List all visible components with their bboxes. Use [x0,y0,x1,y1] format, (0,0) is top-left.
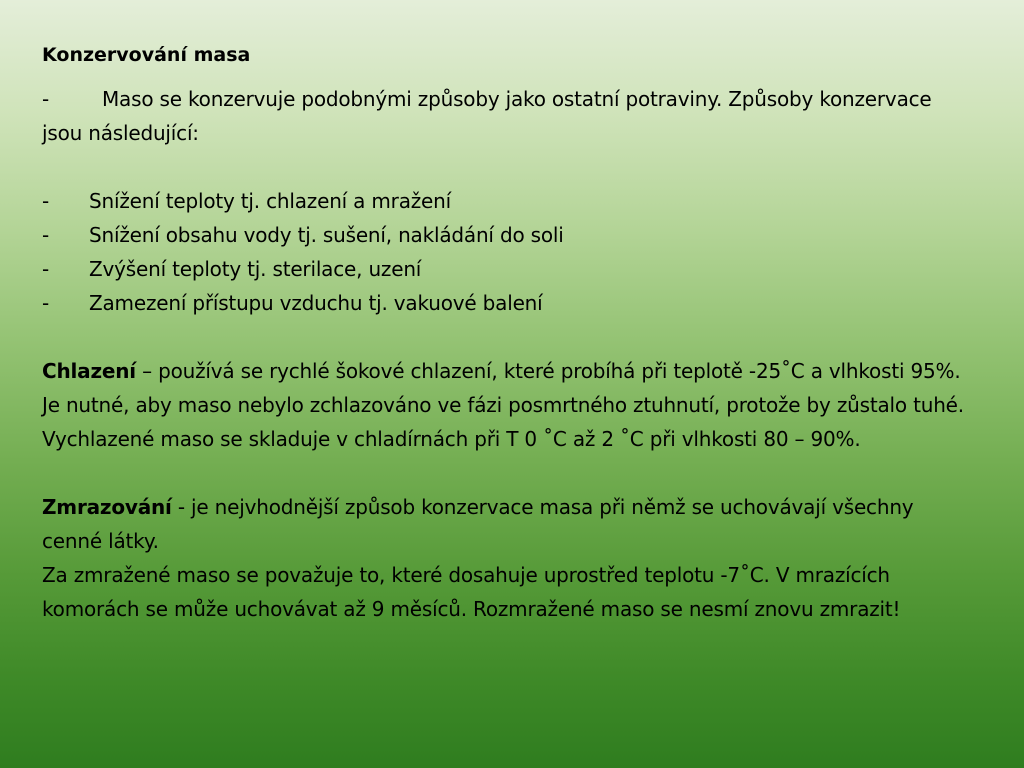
slide-content [42,40,972,626]
slide-title: Konzervování masa [42,44,251,66]
list-item-text: Zamezení přístupu vzduchu tj. vakuové balení [89,291,543,315]
bullet-dash: - [42,223,50,247]
list-item [42,184,972,218]
zmrazovani-paragraph [42,490,972,558]
list-item-text: Snížení teploty tj. chlazení a mražení [89,189,451,213]
intro-dash: - [42,87,50,111]
bullet-dash: - [42,257,50,281]
zmrazovani-section [42,490,972,626]
list-item [42,218,972,252]
intro-text: Maso se konzervuje podobnými způsoby jako ostatní potraviny. Způsoby konzervace jsou následující: [42,87,932,145]
chlazeni-definition: – používá se rychlé šokové chlazení, které probíhá při teplotě -25˚C a vlhkosti 95%. Je nutné, aby maso nebylo zchlazováno ve fázi posmrtného ztuhnutí, protože by zůstalo tuhé. [42,359,964,417]
list-item [42,252,972,286]
zmrazovani-definition: - je nejvhodnější způsob konzervace masa při němž se uchovávají všechny cenné látky. [42,495,914,553]
chlazeni-term: Chlazení [42,359,136,383]
list-item [42,286,972,320]
zmrazovani-term: Zmrazování [42,495,172,519]
chlazeni-storage-text: Vychlazené maso se skladuje v chladírnách při T 0 ˚C až 2 ˚C při vlhkosti 80 – 90%. [42,427,861,451]
list-item-text: Zvýšení teploty tj. sterilace, uzení [89,257,422,281]
zmrazovani-storage-text: Za zmražené maso se považuje to, které dosahuje uprostřed teplotu -7˚C. V mrazících komorách se může uchovávat až 9 měsíců. Rozmražené maso se nesmí znovu zmrazit! [42,563,901,621]
list-item-text: Snížení obsahu vody tj. sušení, nakládání do soli [89,223,564,247]
bullet-dash: - [42,291,50,315]
bullet-dash: - [42,189,50,213]
chlazeni-paragraph [42,354,972,422]
preservation-methods-list [42,184,972,320]
chlazeni-section [42,354,972,456]
intro-paragraph [42,82,972,150]
